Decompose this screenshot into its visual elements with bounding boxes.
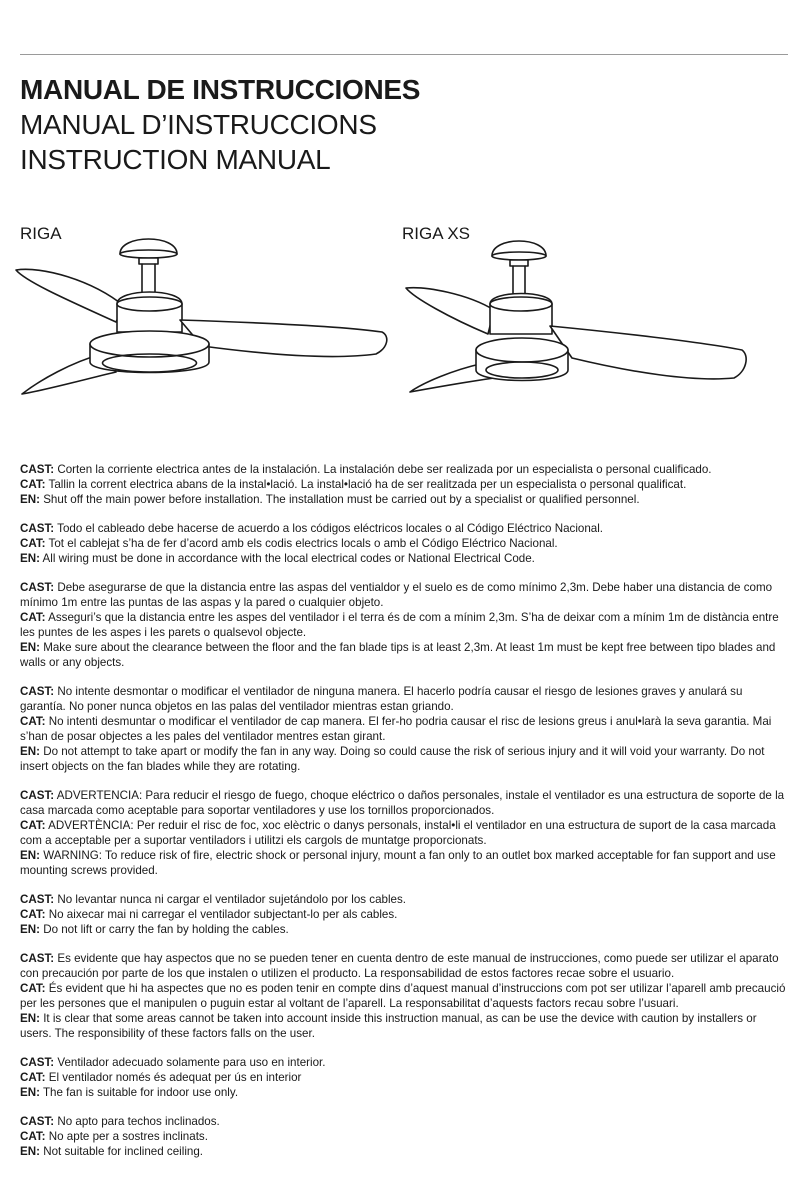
instruction-text: WARNING: To reduce risk of fire, electric shock or personal injury, mount a fan only to an outlet box marked acceptable for fan support and use mounting screws provided.	[20, 849, 776, 877]
title-spanish: MANUAL DE INSTRUCCIONES	[20, 74, 421, 105]
instruction-text: The fan is suitable for indoor use only.	[39, 1086, 239, 1099]
lang-tag: EN:	[20, 1012, 40, 1025]
instruction-paragraph	[20, 892, 790, 937]
instruction-text: No intente desmontar o modificar el ventilador de ninguna manera. El hacerlo podría causar el riesgo de lesiones graves y anulará su garantía. No poner nunca objetos en las palas del ventilador mientras estan griando.	[20, 685, 743, 713]
instruction-text: Corten la corriente electrica antes de la instalación. La instalación debe ser realizada por un especialista o personal cualificado.	[54, 463, 712, 476]
instruction-text: It is clear that some areas cannot be taken into account inside this instruction manual, as can be use the device with caution by installers or users. The responsibility of these factors falls on the user.	[20, 1012, 757, 1040]
lang-tag: EN:	[20, 641, 40, 654]
lang-tag: CAST:	[20, 685, 55, 698]
instruction-text: Shut off the main power before installation. The installation must be carried out by a specialist or qualified personnel.	[39, 493, 640, 506]
instruction-paragraph	[20, 684, 790, 774]
lang-tag: CAT:	[20, 819, 46, 832]
instruction-paragraph	[20, 580, 790, 670]
instruction-text: No apte per a sostres inclinats.	[45, 1130, 208, 1143]
lang-tag: EN:	[20, 493, 40, 506]
instruction-line-cat	[20, 1070, 790, 1085]
instruction-text: Not suitable for inclined ceiling.	[39, 1145, 204, 1158]
instruction-text: El ventilador només és adequat per ús en interior	[45, 1071, 302, 1084]
lang-tag: EN:	[20, 1145, 40, 1158]
lang-tag: EN:	[20, 849, 40, 862]
instruction-text: Asseguri’s que la distancia entre les aspes del ventilador i el terra és de com a mínim 2,3m. S’ha de deixar com a mínim 1m de distància entre les puntes de les aspes i les parets o qualsevol objecte.	[20, 611, 779, 639]
lang-tag: CAT:	[20, 478, 46, 491]
instruction-line-cast	[20, 1114, 790, 1129]
instruction-line-en	[20, 1011, 790, 1041]
title-catalan: MANUAL D’INSTRUCCIONS	[20, 109, 377, 140]
model-label-riga: RIGA	[20, 224, 62, 243]
lang-tag: CAT:	[20, 1071, 46, 1084]
instruction-text: No apto para techos inclinados.	[54, 1115, 220, 1128]
instruction-line-cast	[20, 1055, 790, 1070]
instruction-line-cat	[20, 981, 790, 1011]
instruction-line-en	[20, 1144, 790, 1159]
instruction-text: Make sure about the clearance between the floor and the fan blade tips is at least 2,3m. At least 1m must be kept free between tipo blades and walls or any objects.	[20, 641, 776, 669]
instruction-line-cat	[20, 818, 790, 848]
instruction-text: Es evidente que hay aspectos que no se pueden tener en cuenta dentro de este manual de instrucciones, como puede ser utilizar el aparato con precaución por parte de los que instalen o utilizen el producto. La responsabilidad de estos factores recae sobre el usuario.	[20, 952, 779, 980]
instruction-line-en	[20, 640, 790, 670]
fan-illustration-riga-xs	[402, 226, 782, 400]
instruction-line-cast	[20, 684, 790, 714]
instruction-text: No intenti desmuntar o modificar el ventilador de cap manera. El fer-ho podria causar el risc de lesions greus i anul•larà la seva garantia. Mai s’han de posar objectes a les pales del ventilador mentres estan girant.	[20, 715, 772, 743]
instruction-line-cat	[20, 536, 790, 551]
instruction-line-en	[20, 492, 790, 507]
lang-tag: CAT:	[20, 715, 46, 728]
instruction-text: Ventilador adecuado solamente para uso en interior.	[54, 1056, 326, 1069]
title-english: INSTRUCTION MANUAL	[20, 144, 331, 175]
lang-tag: CAST:	[20, 1056, 55, 1069]
instruction-text: Do not attempt to take apart or modify the fan in any way. Doing so could cause the risk of serious injury and it will void your warranty. Do not insert objects on the fan blades while they are rotating.	[20, 745, 765, 773]
lang-tag: CAST:	[20, 893, 55, 906]
lang-tag: CAST:	[20, 522, 55, 535]
instruction-text: ADVERTÈNCIA: Per reduir el risc de foc, xoc elèctric o danys personals, instal•li el ventilador en una estructura de suport de la casa marcada com a acceptable per a suportar ventiladors i utilitzi els cargols de muntatge proporcionats.	[20, 819, 776, 847]
instruction-line-cat	[20, 714, 790, 744]
instruction-line-cast	[20, 788, 790, 818]
instruction-line-cast	[20, 521, 790, 536]
lang-tag: CAT:	[20, 1130, 46, 1143]
instruction-text: Todo el cableado debe hacerse de acuerdo a los códigos eléctricos locales o al Código Eléctrico Nacional.	[54, 522, 604, 535]
lang-tag: CAT:	[20, 908, 46, 921]
instruction-line-en	[20, 1085, 790, 1100]
header-rule	[20, 54, 788, 55]
instruction-paragraph	[20, 462, 790, 507]
instruction-text: Tot el cablejat s’ha de fer d’acord amb els codis electrics locals o amb el Código Eléctrico Nacional.	[45, 537, 558, 550]
instruction-line-cast	[20, 951, 790, 981]
instruction-paragraph	[20, 788, 790, 878]
lang-tag: EN:	[20, 923, 40, 936]
instruction-line-cat	[20, 907, 790, 922]
instruction-line-cat	[20, 1129, 790, 1144]
instruction-paragraph	[20, 951, 790, 1041]
instruction-paragraph	[20, 1055, 790, 1100]
instruction-text: Tallin la corrent electrica abans de la instal•lació. La instal•lació ha de ser realitzada per un especialista o personal qualificat.	[45, 478, 687, 491]
instruction-line-en	[20, 744, 790, 774]
lang-tag: CAT:	[20, 982, 46, 995]
lang-tag: CAST:	[20, 952, 55, 965]
model-label-riga-xs: RIGA XS	[402, 224, 471, 243]
instruction-line-en	[20, 848, 790, 878]
fan-illustration-riga	[12, 222, 397, 400]
lang-tag: EN:	[20, 1086, 40, 1099]
lang-tag: EN:	[20, 552, 40, 565]
lang-tag: CAST:	[20, 1115, 55, 1128]
instruction-text: All wiring must be done in accordance with the local electrical codes or National Electrical Code.	[39, 552, 535, 565]
instruction-text: Do not lift or carry the fan by holding the cables.	[39, 923, 289, 936]
instruction-line-cast	[20, 462, 790, 477]
instruction-text: És evident que hi ha aspectes que no es poden tenir en compte dins d’aquest manual d’instruccions com pot ser utilizar l’aparell amb precaució per les persones que el manipulen o puguin estar al voltant de l’aparell. La responsabilitat d’aquests factors recau sobre l’usuari.	[20, 982, 786, 1010]
instruction-paragraph	[20, 1114, 790, 1159]
title-block	[20, 72, 420, 177]
lang-tag: CAT:	[20, 611, 46, 624]
lang-tag: CAST:	[20, 789, 55, 802]
instruction-line-cat	[20, 477, 790, 492]
lang-tag: EN:	[20, 745, 40, 758]
instruction-line-en	[20, 551, 790, 566]
safety-instructions	[20, 462, 790, 1173]
lang-tag: CAST:	[20, 581, 55, 594]
instruction-text: ADVERTENCIA: Para reducir el riesgo de fuego, choque eléctrico o daños personales, instale el ventilador es una estructura de soporte de la casa marcada como aceptable para soportar ventiladores y use los tornillos proporcionados.	[20, 789, 785, 817]
lang-tag: CAT:	[20, 537, 46, 550]
instruction-text: No levantar nunca ni cargar el ventilador sujetándolo por los cables.	[54, 893, 407, 906]
instruction-line-en	[20, 922, 790, 937]
instruction-text: No aixecar mai ni carregar el ventilador subjectant-lo per als cables.	[45, 908, 398, 921]
instruction-line-cat	[20, 610, 790, 640]
instruction-paragraph	[20, 521, 790, 566]
instruction-line-cast	[20, 892, 790, 907]
lang-tag: CAST:	[20, 463, 55, 476]
instruction-line-cast	[20, 580, 790, 610]
instruction-text: Debe asegurarse de que la distancia entre las aspas del ventialdor y el suelo es de como mínimo 2,3m. Debe haber una distancia de como mínimo 1m entre las puntas de las aspas y la pared o cualquier objeto.	[20, 581, 773, 609]
